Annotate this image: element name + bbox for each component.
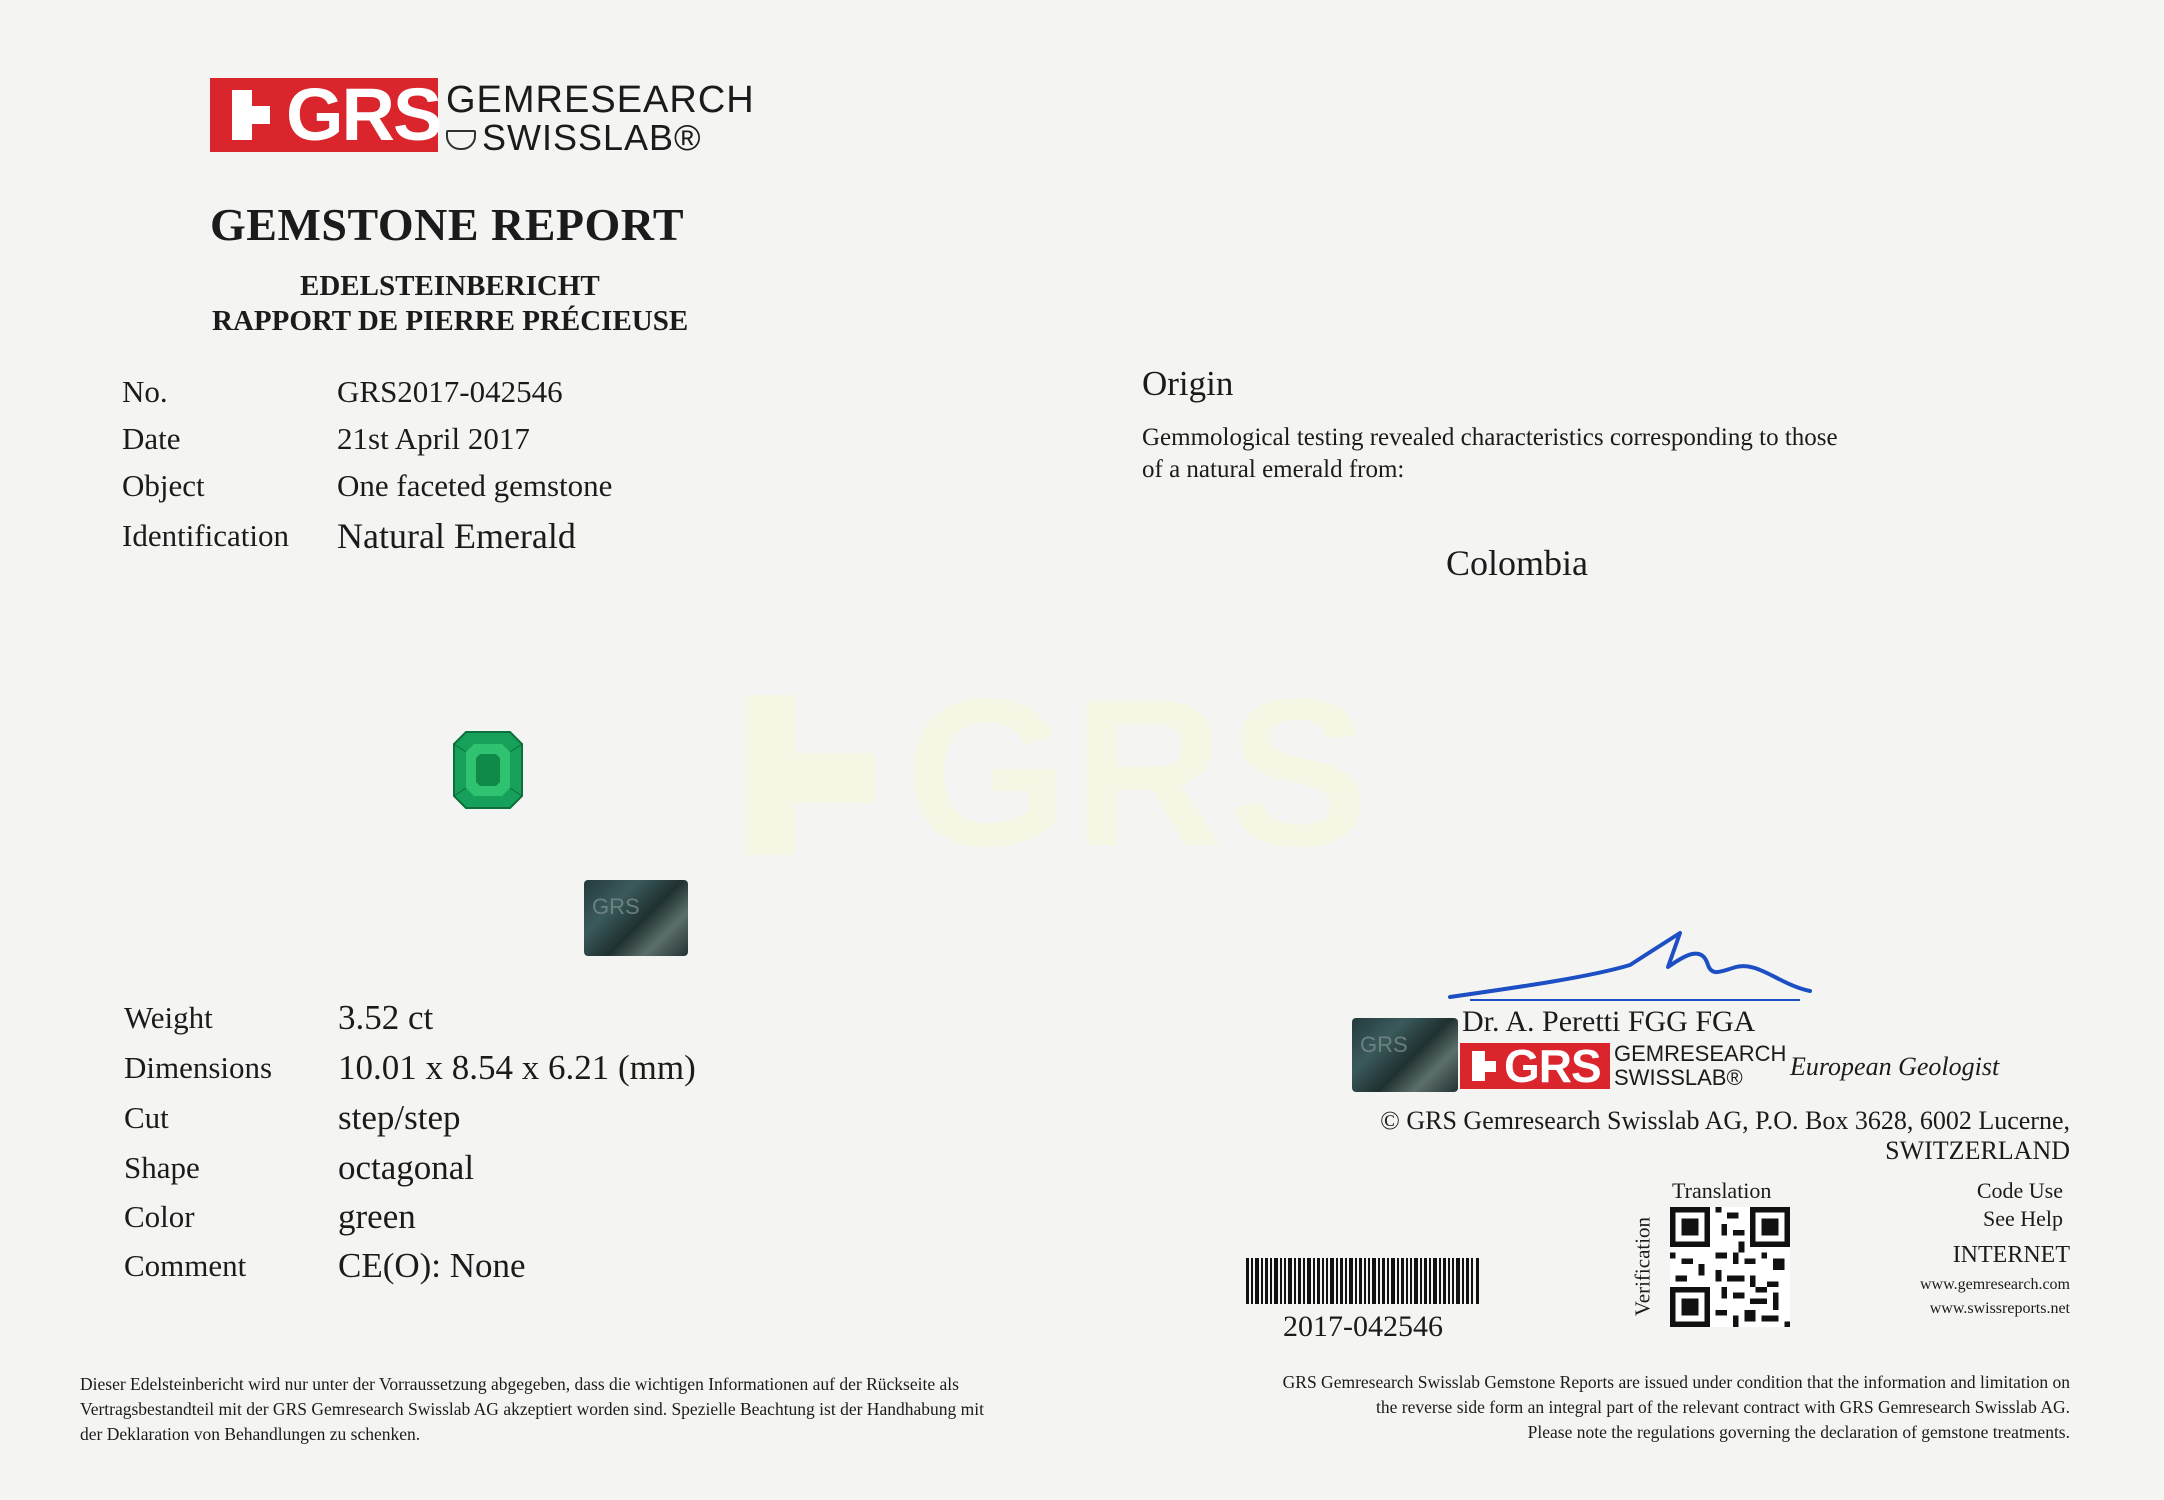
hologram-sticker: GRS <box>584 880 688 956</box>
logo-line-1: GEMRESEARCH <box>446 79 755 121</box>
origin-text-line-2: of a natural emerald from: <box>1142 456 1405 483</box>
label-comment: Comment <box>124 1248 247 1283</box>
label-color: Color <box>124 1199 195 1234</box>
label-identification: Identification <box>122 518 289 553</box>
value-cut: step/step <box>338 1098 461 1137</box>
barcode <box>1246 1258 1480 1304</box>
footer-disclaimer-en: GRS Gemresearch Swisslab Gemstone Reports are issued under condition that the information and limitation on the reverse side form an integral part of the relevant contract with GRS Gemresearch Swisslab AG. Please note the regulations governing the declaration of gemstone treatments. <box>1282 1372 2070 1442</box>
label-no: No. <box>122 374 168 409</box>
logo-small-line-2: SWISSLAB® <box>1614 1065 1743 1090</box>
see-help-label: See Help <box>1982 1206 2063 1231</box>
grs-logo <box>210 73 441 156</box>
label-dimensions: Dimensions <box>124 1050 273 1085</box>
code-use-label: Code Use <box>1976 1178 2063 1203</box>
report-subtitle-de: EDELSTEINBERICHT <box>300 270 600 302</box>
logo-line-2: SWISSLAB® <box>446 118 702 158</box>
label-object: Object <box>122 468 205 503</box>
origin-heading: Origin <box>1142 364 1234 403</box>
label-date: Date <box>122 421 181 456</box>
value-object: One faceted gemstone <box>337 468 613 503</box>
value-weight: 3.52 ct <box>338 998 434 1037</box>
origin-country: Colombia <box>1446 543 1588 583</box>
label-cut: Cut <box>124 1100 169 1135</box>
signatory-title: European Geologist <box>1790 1052 2000 1081</box>
barcode-number: 2017-042546 <box>1283 1310 1443 1343</box>
grs-watermark: GRS <box>745 675 1345 875</box>
logo-mark: GRS <box>286 73 441 156</box>
signatory-name: Dr. A. Peretti FGG FGA <box>1462 1005 1756 1038</box>
signature <box>1440 925 1820 1005</box>
emerald-photo <box>452 730 524 810</box>
logo-small-line-1: GEMRESEARCH <box>1614 1041 1787 1066</box>
grs-logo-small: GRS <box>1460 1043 1610 1089</box>
value-no: GRS2017-042546 <box>337 374 563 409</box>
company-address: © GRS Gemresearch Swisslab AG, P.O. Box 3628, 6002 Lucerne, SWITZERLAND <box>1380 1106 2070 1165</box>
translation-label: Translation <box>1672 1178 1772 1203</box>
verification-label-box <box>1628 1214 1658 1324</box>
diamond-icon <box>446 130 476 150</box>
value-shape: octagonal <box>338 1148 475 1187</box>
label-shape: Shape <box>124 1150 200 1185</box>
value-dimensions: 10.01 x 8.54 x 6.21 (mm) <box>338 1048 696 1087</box>
qr-code[interactable] <box>1670 1207 1790 1327</box>
url-swissreports[interactable]: www.swissreports.net <box>1929 1300 2070 1317</box>
value-comment: CE(O): None <box>338 1246 526 1285</box>
verification-label: Verification <box>1630 1216 1655 1317</box>
report-title: GEMSTONE REPORT <box>210 199 685 250</box>
value-date: 21st April 2017 <box>337 421 530 456</box>
label-weight: Weight <box>124 1000 213 1035</box>
report-subtitle-fr: RAPPORT DE PIERRE PRÉCIEUSE <box>212 305 689 337</box>
footer-disclaimer-de: Dieser Edelsteinbericht wird nur unter der Vorraussetzung abgegeben, dass die wichtigen Informationen auf der Rückseite als Vertragsbestandteil mit der GRS Gemresearch Swisslab AG akzeptiert worden sind. Spezielle Beachtung ist der Handhabung mit der Deklaration von Behandlungen zu schenken. <box>80 1374 984 1444</box>
value-identification: Natural Emerald <box>337 516 576 556</box>
hologram-seal: GRS <box>1352 1018 1458 1092</box>
internet-label: INTERNET <box>1952 1242 2070 1268</box>
url-gemresearch[interactable]: www.gemresearch.com <box>1919 1276 2070 1293</box>
origin-text-line-1: Gemmological testing revealed characteristics corresponding to those <box>1142 424 1838 451</box>
value-color: green <box>338 1197 416 1236</box>
